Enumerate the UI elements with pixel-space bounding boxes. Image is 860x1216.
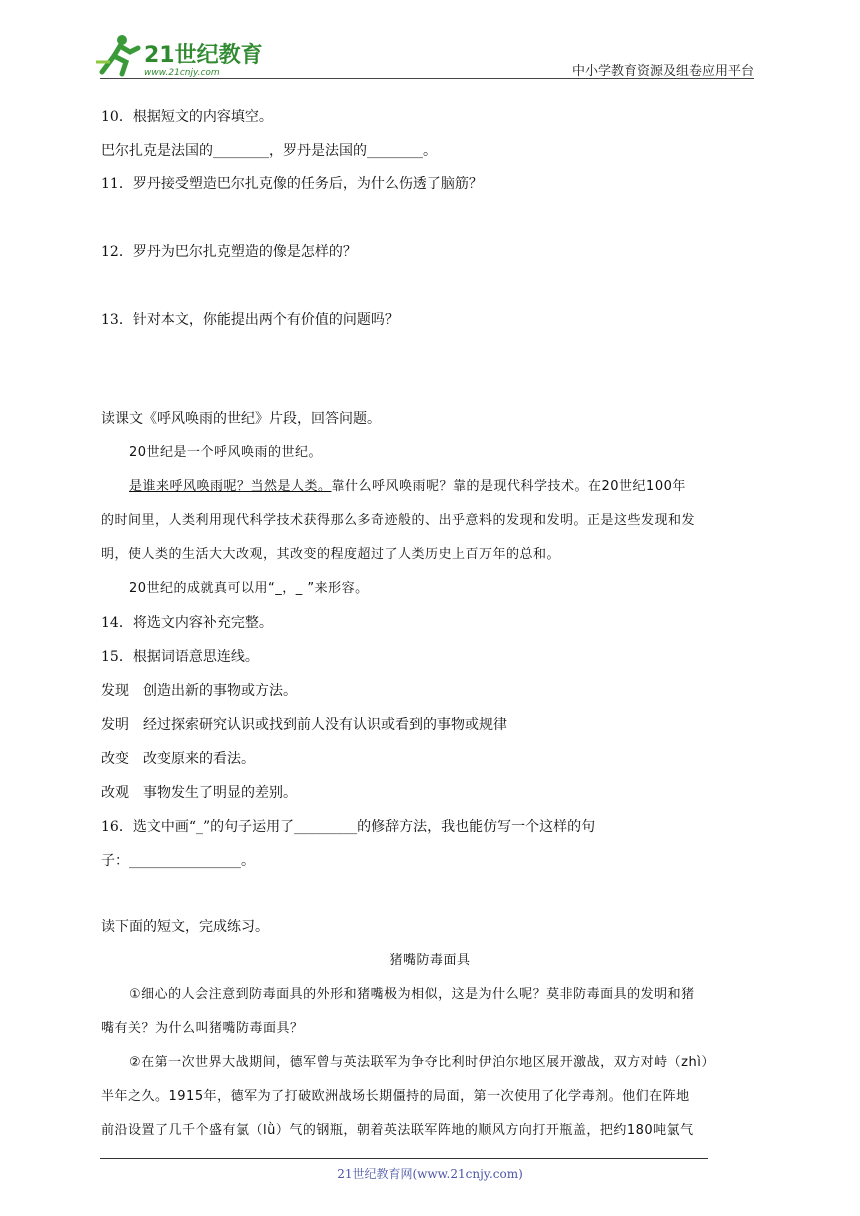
match-meaning: 创造出新的事物或方法。 xyxy=(143,683,297,699)
question-15: 15．根据词语意思连线。 xyxy=(101,649,259,665)
question-11: 11．罗丹接受塑造巴尔扎克像的任务后，为什么伤透了脑筋？ xyxy=(101,176,483,192)
article-paragraph-2-line-2: 半年之久。1915年，德军为了打破欧洲战场长期僵持的局面，第一次使用了化学毒剂。他们在阵地 xyxy=(101,1089,690,1104)
passage-paragraph-2 xyxy=(129,477,686,497)
footer-divider xyxy=(100,1158,708,1159)
passage-paragraph-2-line-2: 的时间里，人类利用现代科学技术获得那么多奇迹般的、出乎意料的发现和发明。正是这些发现和发 xyxy=(101,513,696,528)
runner-logo-icon xyxy=(92,32,262,78)
underlined-sentence: 是谁来呼风唤雨呢？当然是人类。 xyxy=(129,479,332,494)
footer-link[interactable]: 21世纪教育网(www.21cnjy.com) xyxy=(337,1167,523,1181)
passage-paragraph-1: 20世纪是一个呼风唤雨的世纪。 xyxy=(129,445,323,460)
match-meaning: 改变原来的看法。 xyxy=(143,751,255,767)
match-word: 改变 xyxy=(101,751,129,767)
question-14: 14．将选文内容补充完整。 xyxy=(101,615,273,631)
article-paragraph-1: ①细心的人会注意到防毒面具的外形和猪嘴极为相似，这是为什么呢？莫非防毒面具的发明和猪 xyxy=(129,987,695,1002)
section-3-intro: 读下面的短文，完成练习。 xyxy=(101,919,269,935)
svg-text:www.21cnjy.com: www.21cnjy.com xyxy=(144,68,220,78)
match-meaning: 事物发生了明显的差别。 xyxy=(143,785,297,801)
match-word: 发明 xyxy=(101,717,129,733)
svg-text:21世纪教育: 21世纪教育 xyxy=(144,43,262,68)
match-word: 改观 xyxy=(101,785,129,801)
question-16-line-2: 子：________________。 xyxy=(101,853,255,869)
article-paragraph-1-line-2: 嘴有关？为什么叫猪嘴防毒面具？ xyxy=(101,1021,304,1036)
match-row xyxy=(101,681,297,701)
question-16: 16．选文中画“_”的句子运用了_________的修辞方法，我也能仿写一个这样的句 xyxy=(101,819,596,835)
passage-paragraph-3: 20世纪的成就真可以用“_，_ ”来形容。 xyxy=(129,581,369,596)
section-2-intro: 读课文《呼风唤雨的世纪》片段，回答问题。 xyxy=(101,411,381,427)
question-10-blanks: 巴尔扎克是法国的________，罗丹是法国的________。 xyxy=(101,143,437,159)
question-10: 10．根据短文的内容填空。 xyxy=(101,109,273,125)
header-divider xyxy=(100,78,754,79)
match-row xyxy=(101,715,507,735)
article-paragraph-2-line-3: 前沿设置了几千个盛有氯（lǜ）气的钢瓶，朝着英法联军阵地的顺风方向打开瓶盖，把约180吨氯气 xyxy=(101,1123,694,1138)
question-13: 13．针对本文，你能提出两个有价值的问题吗？ xyxy=(101,312,399,328)
match-row xyxy=(101,783,297,803)
paragraph-2-rest: 靠什么呼风唤雨呢？靠的是现代科学技术。在20世纪100年 xyxy=(331,479,686,494)
platform-name: 中小学教育资源及组卷应用平台 xyxy=(571,64,754,79)
match-meaning: 经过探索研究认识或找到前人没有认识或看到的事物或规律 xyxy=(143,717,507,733)
match-word: 发现 xyxy=(101,683,129,699)
passage-paragraph-2-line-3: 明，使人类的生活大大改观，其改变的程度超过了人类历史上百万年的总和。 xyxy=(101,547,561,562)
match-row xyxy=(101,749,255,769)
question-12: 12．罗丹为巴尔扎克塑造的像是怎样的？ xyxy=(101,244,357,260)
article-paragraph-2: ②在第一次世界大战期间，德军曾与英法联军为争夺比利时伊泊尔地区展开激战，双方对峙（zhì） xyxy=(129,1055,715,1070)
article-title: 猪嘴防毒面具 xyxy=(389,953,471,968)
site-logo xyxy=(92,32,262,78)
